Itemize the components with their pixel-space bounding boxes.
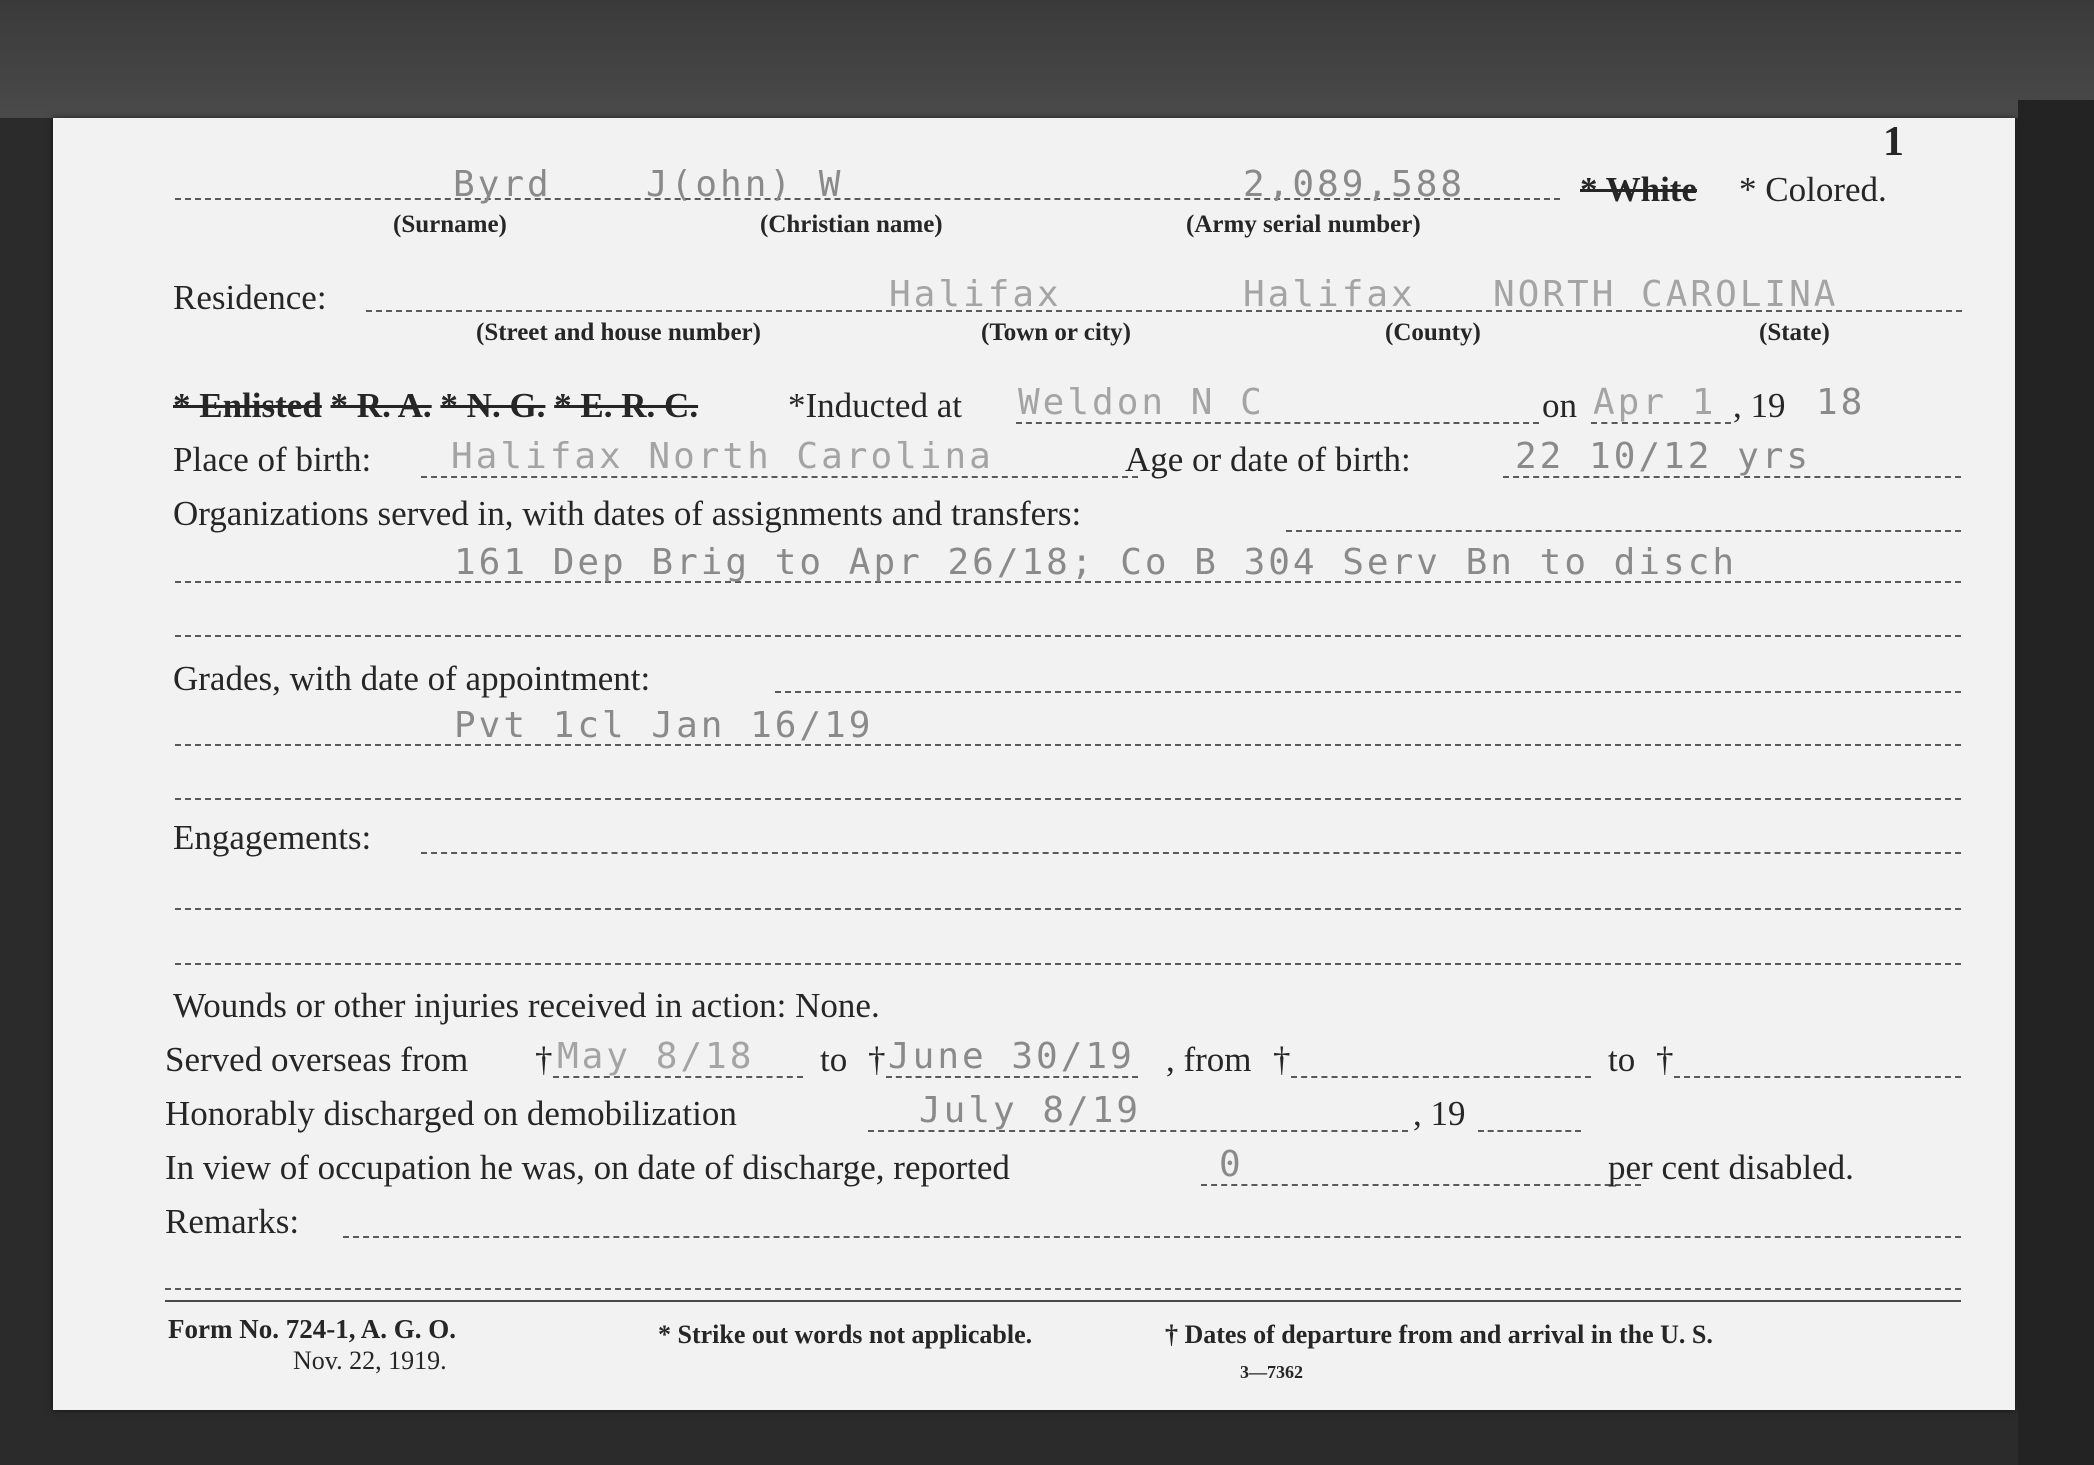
- disability-rule: [1201, 1184, 1641, 1186]
- disability-suffix: per cent disabled.: [1608, 1148, 1854, 1187]
- organizations-entry: 161 Dep Brig to Apr 26/18; Co B 304 Serv Bn to disch: [454, 542, 1738, 583]
- overseas-dagger-2: †: [868, 1040, 886, 1079]
- caption-serial: (Army serial number): [1186, 211, 1421, 238]
- form-number: Form No. 724-1, A. G. O.: [168, 1314, 456, 1344]
- overseas-to-label: to: [820, 1040, 848, 1079]
- engagements-rule-2: [175, 908, 1961, 910]
- residence-county: Halifax: [1243, 274, 1416, 315]
- caption-state: (State): [1759, 319, 1830, 346]
- residence-state: NORTH CAROLINA: [1493, 274, 1839, 315]
- overseas-dagger-3: †: [1273, 1040, 1291, 1079]
- scan-backdrop-right: [2018, 100, 2094, 1465]
- grades-entry: Pvt 1cl Jan 16/19: [454, 705, 874, 746]
- overseas-to-date: June 30/19: [888, 1036, 1135, 1077]
- caption-county: (County): [1385, 319, 1481, 346]
- grades-label: Grades, with date of appointment:: [173, 659, 651, 698]
- residence-town: Halifax: [889, 274, 1062, 315]
- serial-number-value: 2,089,588: [1243, 164, 1466, 205]
- organizations-rule-1: [1286, 530, 1961, 532]
- strike-note: * Strike out words not applicable.: [658, 1320, 1033, 1349]
- age-value: 22 10/12 yrs: [1515, 436, 1812, 477]
- page-number: 1: [1883, 119, 1904, 165]
- remarks-label: Remarks:: [165, 1202, 300, 1241]
- wounds-label: [173, 986, 880, 1026]
- enlistment-options: [173, 386, 698, 426]
- induction-date: Apr 1: [1593, 382, 1717, 423]
- overseas-dagger-4: †: [1656, 1040, 1674, 1079]
- overseas-to2-label: to: [1608, 1040, 1636, 1079]
- dagger-note: † Dates of departure from and arrival in the U. S.: [1165, 1320, 1713, 1349]
- discharge-year-rule: [1478, 1130, 1581, 1132]
- scan-backdrop-top: [0, 0, 2094, 118]
- overseas-from2-label: , from: [1166, 1040, 1252, 1079]
- birth-place-value: Halifax North Carolina: [451, 436, 994, 477]
- remarks-rule-2: [165, 1288, 1961, 1290]
- age-label: Age or date of birth:: [1125, 440, 1411, 479]
- enlisted-struck: * Enlisted: [173, 386, 322, 425]
- footer-divider: [165, 1300, 1961, 1302]
- inducted-place: Weldon N C: [1018, 382, 1265, 423]
- grades-rule-1: [775, 691, 1961, 693]
- surname-value: Byrd: [453, 164, 552, 205]
- birth-place-label: Place of birth:: [173, 440, 372, 479]
- organizations-rule-3: [175, 635, 1961, 637]
- form-date: Nov. 22, 1919.: [293, 1346, 447, 1375]
- overseas-from2-rule: [1291, 1076, 1591, 1078]
- service-record-card: [53, 118, 2015, 1410]
- overseas-to2-rule: [1674, 1076, 1961, 1078]
- induction-year-suffix: 18: [1816, 382, 1866, 423]
- race-colored: * Colored.: [1739, 170, 1887, 209]
- overseas-label: Served overseas from: [165, 1040, 469, 1079]
- engagements-rule-3: [175, 963, 1961, 965]
- overseas-dagger-1: †: [535, 1040, 553, 1079]
- inducted-label: *Inducted at: [788, 386, 962, 425]
- race-white-struck: * White: [1580, 170, 1697, 209]
- overseas-from-date: May 8/18: [557, 1036, 755, 1077]
- ng-struck: * N. G.: [440, 386, 546, 425]
- disability-value: 0: [1219, 1144, 1244, 1185]
- caption-street: (Street and house number): [476, 319, 761, 346]
- organizations-label: Organizations served in, with dates of assignments and transfers:: [173, 494, 1082, 533]
- christian-name-value: J(ohn) W: [646, 164, 844, 205]
- on-label: on: [1542, 386, 1577, 425]
- engagements-rule-1: [421, 852, 1961, 854]
- discharge-label: Honorably discharged on demobilization: [165, 1094, 737, 1133]
- disability-label: In view of occupation he was, on date of discharge, reported: [165, 1148, 1010, 1187]
- erc-struck: * E. R. C.: [554, 386, 699, 425]
- caption-town: (Town or city): [981, 319, 1131, 346]
- grades-rule-2: [175, 744, 1961, 746]
- grades-rule-3: [175, 798, 1961, 800]
- caption-surname: (Surname): [393, 211, 507, 238]
- discharge-date: July 8/19: [919, 1090, 1142, 1131]
- remarks-rule-1: [343, 1236, 1961, 1238]
- residence-label: Residence:: [173, 278, 327, 317]
- ra-struck: * R. A.: [330, 386, 432, 425]
- induction-year-prefix: , 19: [1733, 386, 1786, 425]
- wounds-value: None.: [795, 986, 880, 1025]
- caption-christian-name: (Christian name): [760, 211, 943, 238]
- print-code: 3—7362: [1240, 1362, 1303, 1382]
- wounds-label-text: Wounds or other injuries received in action:: [173, 986, 787, 1025]
- engagements-label: Engagements:: [173, 818, 372, 857]
- discharge-year-prefix: , 19: [1413, 1094, 1466, 1133]
